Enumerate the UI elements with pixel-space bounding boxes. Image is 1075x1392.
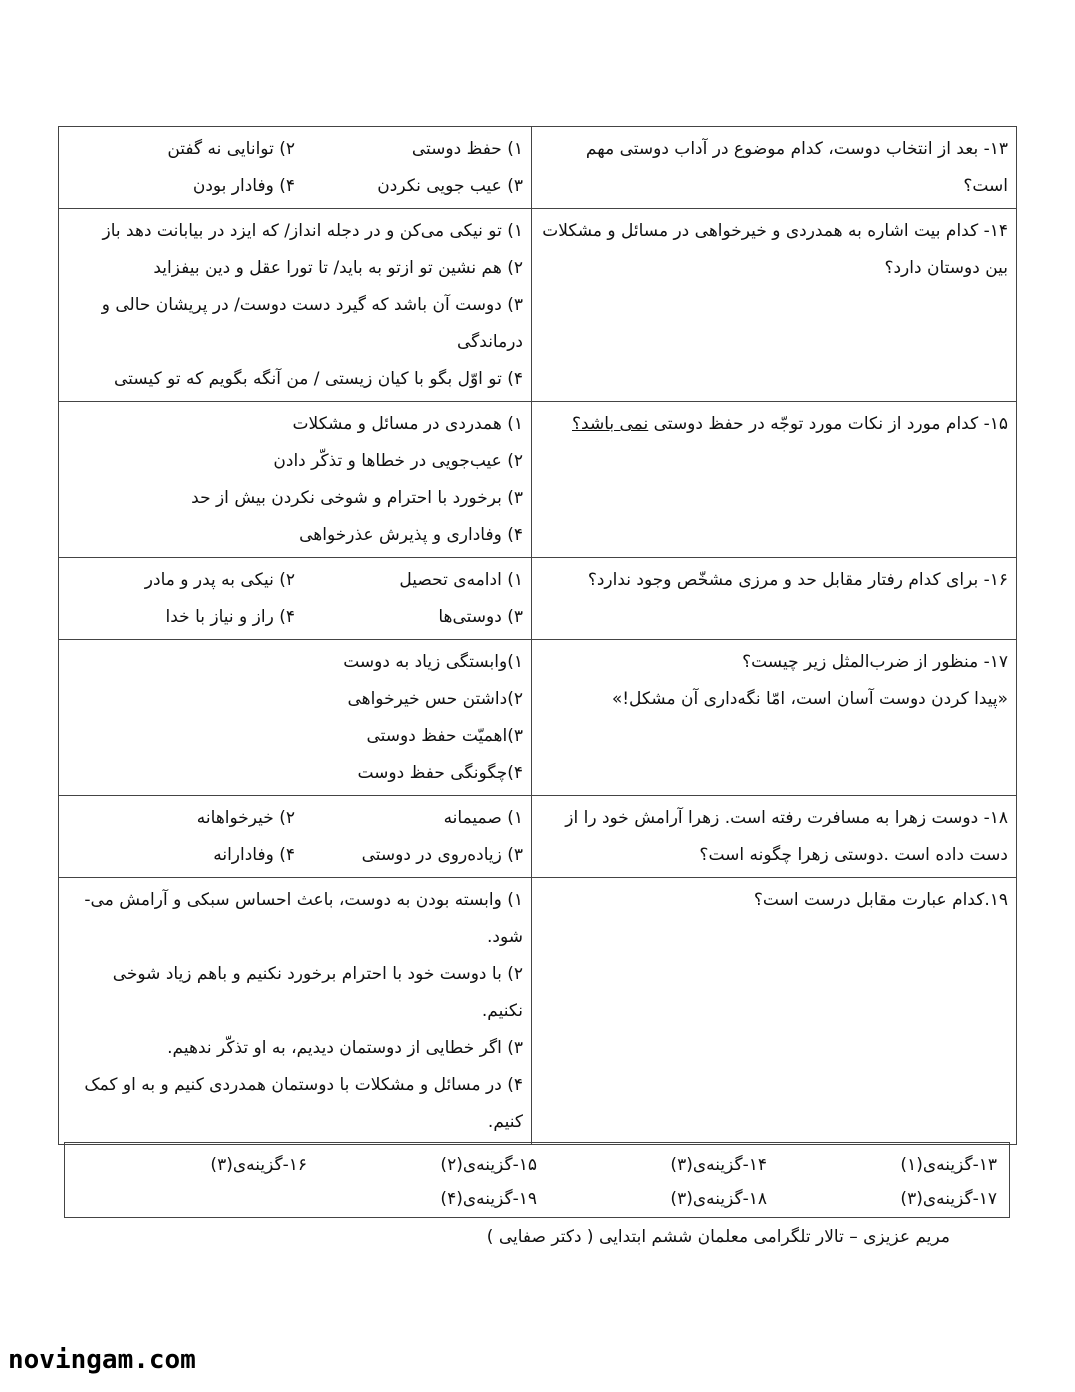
question-text-underlined: نمی باشد؟: [572, 414, 649, 434]
option: ۲) هم نشین تو ازتو به باید/ تا تورا عقل و دین بیفزاید: [153, 258, 523, 278]
options-cell: [59, 402, 532, 558]
options-cell: [59, 640, 532, 796]
option: ۱) صمیمانه: [443, 808, 523, 828]
site-logo: novingam.com: [8, 1345, 196, 1375]
answer-row: [77, 1182, 997, 1216]
question-text: ۱۳- بعد از انتخاب دوست، کدام موضوع در آداب دوستی مهم است؟: [532, 127, 1017, 209]
option: ۱) همدردی در مسائل و مشکلات: [292, 414, 523, 434]
questions-table: [58, 126, 1017, 1145]
answer-item: ۱۵-گزینه‌ی(۲): [440, 1155, 537, 1175]
question-row: [59, 209, 1017, 402]
option: ۴) وفاداری و پذیرش عذرخواهی: [299, 525, 523, 545]
question-text-line1: ۱۷- منظور از ضرب‌المثل زیر چیست؟: [742, 652, 1008, 672]
option: ۴) تو اوّل بگو با کیان زیستی / من آنگه بگویم که تو کیستی: [113, 369, 523, 389]
options-cell: [59, 209, 532, 402]
options-cell: [59, 796, 532, 878]
question-row: [59, 640, 1017, 796]
option: ۴) وفادار بودن: [192, 176, 295, 196]
option: ۳) اگر خطایی از دوستمان دیدیم، به او تذکّر ندهیم.: [167, 1038, 523, 1058]
option: ۴) راز و نیاز با خدا: [165, 607, 295, 627]
answer-item: ۱۸-گزینه‌ی(۳): [670, 1189, 767, 1209]
option: ۱) تو نیکی می‌کن و در دجله انداز/ که ایزد در بیابانت دهد باز: [102, 221, 523, 241]
question-row: [59, 796, 1017, 878]
options-cell: [59, 558, 532, 640]
answer-item: ۱۶-گزینه‌ی(۳): [210, 1155, 307, 1175]
option: ۲) با دوست خود با احترام برخورد نکنیم و باهم زیاد شوخی نکنیم.: [112, 964, 523, 1021]
question-text: ۱۸- دوست زهرا به مسافرت رفته است. زهرا آرامش خود را از دست داده است .دوستی زهرا چگونه است؟: [532, 796, 1017, 878]
option: ۱) ادامه‌ی تحصیل: [399, 570, 523, 590]
option: ۳) برخورد با احترام و شوخی نکردن بیش از حد: [191, 488, 523, 508]
answer-item: ۱۷-گزینه‌ی(۳): [900, 1189, 997, 1209]
option: ۴) وفادارانه: [213, 845, 295, 865]
options-cell: [59, 878, 532, 1145]
question-row: [59, 558, 1017, 640]
question-text: [532, 402, 1017, 558]
answer-item: ۱۹-گزینه‌ی(۴): [440, 1189, 537, 1209]
question-text-line2: «پیدا کردن دوست آسان است، امّا نگه‌داری آن مشکل!»: [611, 689, 1008, 709]
option: ۲) توانایی نه گفتن: [167, 139, 295, 159]
author-credit: مریم عزیزی – تالار تلگرامی معلمان ششم ابتدایی ( دکتر صفایی ): [486, 1227, 950, 1247]
answer-row: [77, 1148, 997, 1182]
question-text: [532, 640, 1017, 796]
option: ۱)وابستگی زیاد به دوست: [343, 652, 523, 672]
option: ۳) عیب جویی نکردن: [377, 176, 523, 196]
answer-item: ۱۳-گزینه‌ی(۱): [900, 1155, 997, 1175]
option: ۳) زیاده‌روی در دوستی: [361, 845, 523, 865]
option: ۴)چگونگی حفظ دوست: [357, 763, 523, 783]
option: ۲) عیب‌جویی در خطاها و تذکّر دادن: [273, 451, 523, 471]
option: ۳) دوستی‌ها: [438, 607, 523, 627]
option: ۴) در مسائل و مشکلات با دوستمان همدردی کنیم و به او کمک کنیم.: [84, 1075, 523, 1132]
question-text-main: ۱۵- کدام مورد از نکات مورد توجّه در حفظ دوستی: [648, 414, 1008, 434]
option: ۱) حفظ دوستی: [411, 139, 523, 159]
answer-item: ۱۴-گزینه‌ی(۳): [670, 1155, 767, 1175]
question-row: [59, 127, 1017, 209]
question-text: ۱۶- برای کدام رفتار مقابل حد و مرزی مشخّص وجود ندارد؟: [532, 558, 1017, 640]
option: ۱) وابسته بودن به دوست، باعث احساس سبکی و آرامش می- شود.: [84, 890, 523, 947]
question-text: ۱۴- کدام بیت اشاره به همدردی و خیرخواهی در مسائل و مشکلات بین دوستان دارد؟: [532, 209, 1017, 402]
options-cell: [59, 127, 532, 209]
question-text: ۱۹.کدام عبارت مقابل درست است؟: [532, 878, 1017, 1145]
answer-key-box: [64, 1142, 1010, 1218]
question-row: [59, 402, 1017, 558]
question-row: [59, 878, 1017, 1145]
option: ۲) نیکی به پدر و مادر: [144, 570, 295, 590]
option: ۳)اهمیّت حفظ دوستی: [366, 726, 523, 746]
option: ۲)داشتن حس خیرخواهی: [347, 689, 523, 709]
option: ۳) دوست آن باشد که گیرد دست دوست/ در پریشان حالی و درماندگی: [101, 295, 523, 352]
option: ۲) خیرخواهانه: [196, 808, 295, 828]
